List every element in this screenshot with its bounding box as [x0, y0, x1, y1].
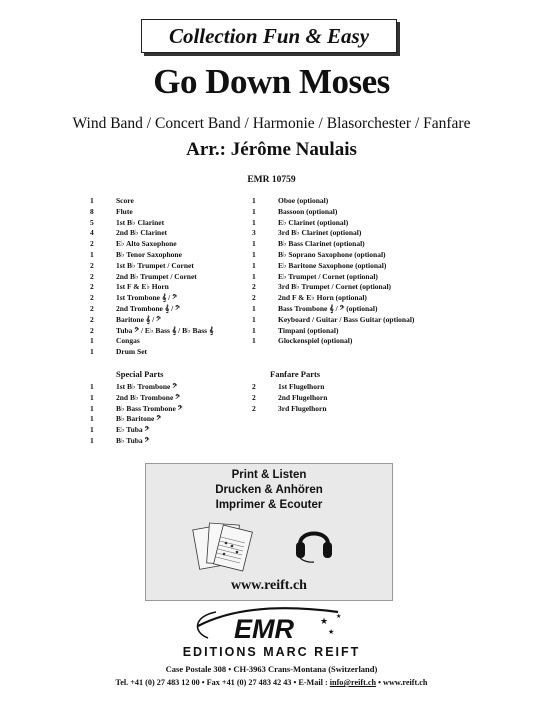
fanfare-parts-heading: Fanfare Parts [270, 369, 321, 379]
list-item [90, 228, 213, 239]
promo-line-french: Imprimer & Ecouter [215, 499, 323, 511]
part-name: 1st B♭ Trumpet / Cornet [116, 260, 194, 270]
part-name: 1st B♭ Trombone 𝄢 [116, 382, 178, 391]
part-name: B♭ Tuba 𝄢 [116, 435, 150, 445]
part-quantity: 1 [90, 347, 94, 357]
list-item [90, 347, 213, 358]
part-quantity: 8 [90, 206, 94, 216]
part-quantity: 1 [90, 435, 94, 445]
part-name: 3rd B♭ Clarinet (optional) [278, 228, 362, 238]
part-name: 3rd B♭ Trumpet / Cornet (optional) [278, 282, 392, 292]
part-quantity: 1 [252, 314, 256, 324]
part-quantity: 1 [252, 260, 256, 270]
part-name: Bassoon (optional) [278, 206, 338, 216]
part-quantity: 2 [90, 293, 94, 303]
part-name: Tuba 𝄢 / E♭ Bass 𝄞 / B♭ Bass 𝄞 [116, 325, 214, 335]
part-name: B♭ Baritone 𝄢 [116, 414, 162, 424]
part-name: 3rd Flugelhorn [278, 403, 327, 413]
svg-text:★: ★ [328, 628, 335, 636]
part-quantity: 1 [90, 249, 94, 259]
contact-website[interactable]: • www.reift.ch [376, 678, 428, 687]
series-banner: Collection Fun & Easy [141, 19, 397, 53]
list-item [90, 272, 213, 283]
instrumentation-list-optional [252, 196, 414, 347]
list-item [90, 304, 213, 315]
list-item [90, 293, 213, 304]
part-name: Keyboard / Guitar / Bass Guitar (optional) [278, 314, 415, 324]
list-item [252, 261, 414, 272]
part-quantity: 4 [90, 228, 94, 238]
list-item [252, 239, 414, 250]
catalog-number: EMR 10759 [247, 175, 296, 185]
part-quantity: 1 [252, 271, 256, 281]
list-item [252, 196, 414, 207]
part-name: E♭ Clarinet (optional) [278, 217, 349, 227]
part-quantity: 2 [90, 271, 94, 281]
part-name: 2nd B♭ Trumpet / Cornet [116, 271, 197, 281]
promo-line-german: Drucken & Anhören [215, 484, 323, 496]
part-name: Glockenspiel (optional) [278, 336, 353, 346]
part-quantity: 1 [252, 336, 256, 346]
part-quantity: 2 [90, 282, 94, 292]
part-name: E♭ Alto Saxophone [116, 239, 177, 249]
list-item [90, 404, 183, 415]
part-name: Flute [116, 206, 133, 216]
list-item [90, 326, 213, 337]
part-quantity: 1 [90, 403, 94, 413]
list-item [90, 436, 183, 447]
part-name: Bass Trombone 𝄞 / 𝄢 (optional) [278, 303, 378, 313]
contact-line [0, 678, 543, 687]
list-item [90, 261, 213, 272]
part-quantity: 1 [252, 239, 256, 249]
part-name: E♭ Tuba 𝄢 [116, 425, 150, 435]
part-quantity: 1 [90, 392, 94, 402]
part-quantity: 5 [90, 217, 94, 227]
part-quantity: 1 [90, 425, 94, 435]
list-item [90, 196, 213, 207]
list-item [90, 207, 213, 218]
logo-text: EMR [234, 614, 294, 644]
list-item [252, 250, 414, 261]
sheet-music-icon [192, 519, 254, 573]
part-quantity: 1 [252, 217, 256, 227]
headphones-icon [294, 520, 334, 564]
publisher-address: Case Postale 308 • CH-3963 Crans-Montana (Switzerland) [165, 664, 378, 674]
list-item [252, 207, 414, 218]
part-quantity: 1 [252, 325, 256, 335]
part-name: Drum Set [116, 347, 148, 357]
part-name: 1st B♭ Clarinet [116, 217, 165, 227]
part-quantity: 3 [252, 228, 256, 238]
list-item [252, 404, 327, 415]
part-quantity: 2 [90, 260, 94, 270]
part-quantity: 2 [90, 303, 94, 313]
list-item [252, 272, 414, 283]
list-item [90, 218, 213, 229]
list-item [252, 293, 414, 304]
part-quantity: 1 [252, 249, 256, 259]
part-name: Baritone 𝄞 / 𝄢 [116, 314, 161, 324]
emr-logo [188, 604, 358, 644]
promo-line-english: Print & Listen [231, 469, 307, 481]
list-item [90, 239, 213, 250]
part-quantity: 2 [252, 382, 256, 391]
publisher-name: EDITIONS MARC REIFT [182, 645, 361, 659]
part-name: 2nd B♭ Trombone 𝄢 [116, 392, 181, 402]
list-item [90, 425, 183, 436]
arranger: Arr.: Jérôme Naulais [186, 139, 357, 160]
part-name: Congas [116, 336, 140, 346]
special-parts-heading: Special Parts [116, 369, 164, 379]
part-name: B♭ Bass Trombone 𝄢 [116, 403, 183, 413]
part-name: Timpani (optional) [278, 325, 339, 335]
list-item [252, 228, 414, 239]
list-item [252, 282, 414, 293]
part-name: B♭ Soprano Saxophone (optional) [278, 249, 386, 259]
website-url[interactable]: www.reift.ch [231, 578, 307, 593]
part-name: 1st Trombone 𝄞 / 𝄢 [116, 293, 177, 303]
svg-text:★: ★ [320, 616, 329, 626]
part-name: 2nd Trombone 𝄞 / 𝄢 [116, 303, 180, 313]
part-quantity: 2 [90, 239, 94, 249]
list-item [252, 315, 414, 326]
part-quantity: 1 [252, 196, 256, 205]
list-item [252, 218, 414, 229]
list-item [252, 382, 327, 393]
ensemble-subtitle: Wind Band / Concert Band / Harmonie / Blasorchester / Fanfare [72, 115, 471, 132]
fanfare-parts-list [252, 382, 327, 414]
list-item [90, 315, 213, 326]
part-name: 1st Flugelhorn [278, 382, 325, 391]
list-item [90, 282, 213, 293]
part-name: B♭ Bass Clarinet (optional) [278, 239, 365, 249]
list-item [90, 414, 183, 425]
contact-phone-fax: Tel. +41 (0) 27 483 12 00 • Fax +41 (0) 27 483 42 43 • E-Mail : [115, 678, 330, 687]
list-item [90, 336, 213, 347]
list-item [252, 326, 414, 337]
list-item [252, 304, 414, 315]
part-quantity: 1 [252, 303, 256, 313]
part-name: 2nd B♭ Clarinet [116, 228, 168, 238]
special-parts-list [90, 382, 183, 447]
instrumentation-list-main [90, 196, 213, 358]
part-name: 1st F & E♭ Horn [116, 282, 169, 292]
list-item [252, 336, 414, 347]
list-item [90, 393, 183, 404]
print-listen-panel [145, 463, 393, 601]
part-quantity: 1 [90, 196, 94, 205]
part-name: 2nd Flugelhorn [278, 392, 328, 402]
part-quantity: 1 [90, 382, 94, 391]
list-item [252, 393, 327, 404]
part-name: Oboe (optional) [278, 196, 329, 205]
part-quantity: 2 [252, 403, 256, 413]
svg-text:★: ★ [336, 614, 342, 620]
list-item [90, 382, 183, 393]
email-link[interactable]: info@reift.ch [329, 678, 377, 687]
part-name: 2nd F & E♭ Horn (optional) [278, 293, 367, 303]
part-quantity: 2 [252, 282, 256, 292]
part-name: E♭ Baritone Saxophone (optional) [278, 260, 387, 270]
part-name: B♭ Tenor Saxophone [116, 249, 182, 259]
part-name: Score [116, 196, 134, 205]
part-quantity: 2 [90, 325, 94, 335]
list-item [90, 250, 213, 261]
part-quantity: 2 [90, 314, 94, 324]
part-quantity: 1 [90, 414, 94, 424]
piece-title: Go Down Moses [153, 62, 390, 101]
part-quantity: 2 [252, 293, 256, 303]
part-quantity: 1 [90, 336, 94, 346]
part-name: E♭ Trumpet / Cornet (optional) [278, 271, 378, 281]
part-quantity: 1 [252, 206, 256, 216]
part-quantity: 2 [252, 392, 256, 402]
